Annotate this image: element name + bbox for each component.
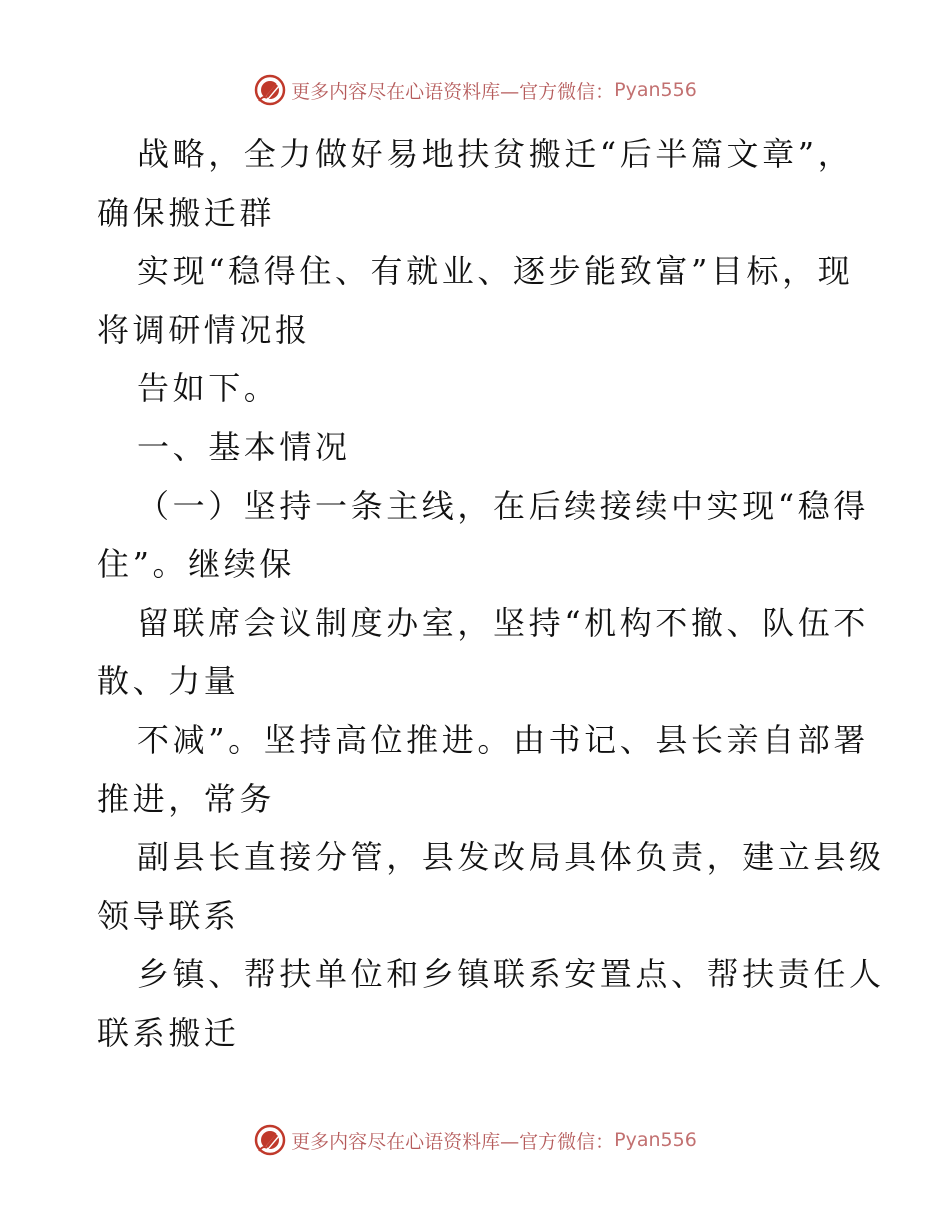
text-line: 住”。继续保 (97, 545, 295, 584)
footer-banner (0, 1120, 950, 1160)
text-line: （一）坚持一条主线，在后续接续中实现“稳得 (137, 486, 869, 525)
text-line: 副县长直接分管，县发改局具体负责，建立县级 (137, 838, 885, 877)
text-line: 乡镇、帮扶单位和乡镇联系安置点、帮扶责任人 (137, 955, 885, 994)
header-banner (0, 70, 950, 110)
section-heading: 一、基本情况 (137, 427, 351, 466)
text-line: 联系搬迁 (97, 1013, 240, 1052)
text-line: 战略，全力做好易地扶贫搬迁“后半篇文章”， (137, 135, 854, 173)
banner-wechat-id: Pyan556 (614, 1129, 697, 1151)
pen-nib-logo-icon (253, 1123, 287, 1157)
banner-text: 更多内容尽在心语资料库—官方微信： (291, 80, 615, 103)
text-line: 不减”。坚持高位推进。由书记、县长亲自部署 (137, 720, 869, 759)
text-line: 领导联系 (97, 896, 240, 935)
text-line: 实现“稳得住、有就业、逐步能致富”目标，现 (137, 252, 854, 291)
text-line: 推进，常务 (97, 779, 276, 818)
body-text (97, 125, 885, 1063)
pen-nib-logo-icon (253, 73, 287, 107)
text-line: 散、力量 (97, 662, 240, 701)
banner-text: 更多内容尽在心语资料库—官方微信： (291, 1130, 615, 1153)
text-line: 将调研情况报 (97, 310, 311, 349)
banner-wechat-id: Pyan556 (614, 79, 697, 101)
text-line: 确保搬迁群 (97, 193, 276, 232)
text-line: 留联席会议制度办室，坚持“机构不撤、队伍不 (137, 603, 869, 642)
text-line: 告如下。 (137, 369, 280, 408)
